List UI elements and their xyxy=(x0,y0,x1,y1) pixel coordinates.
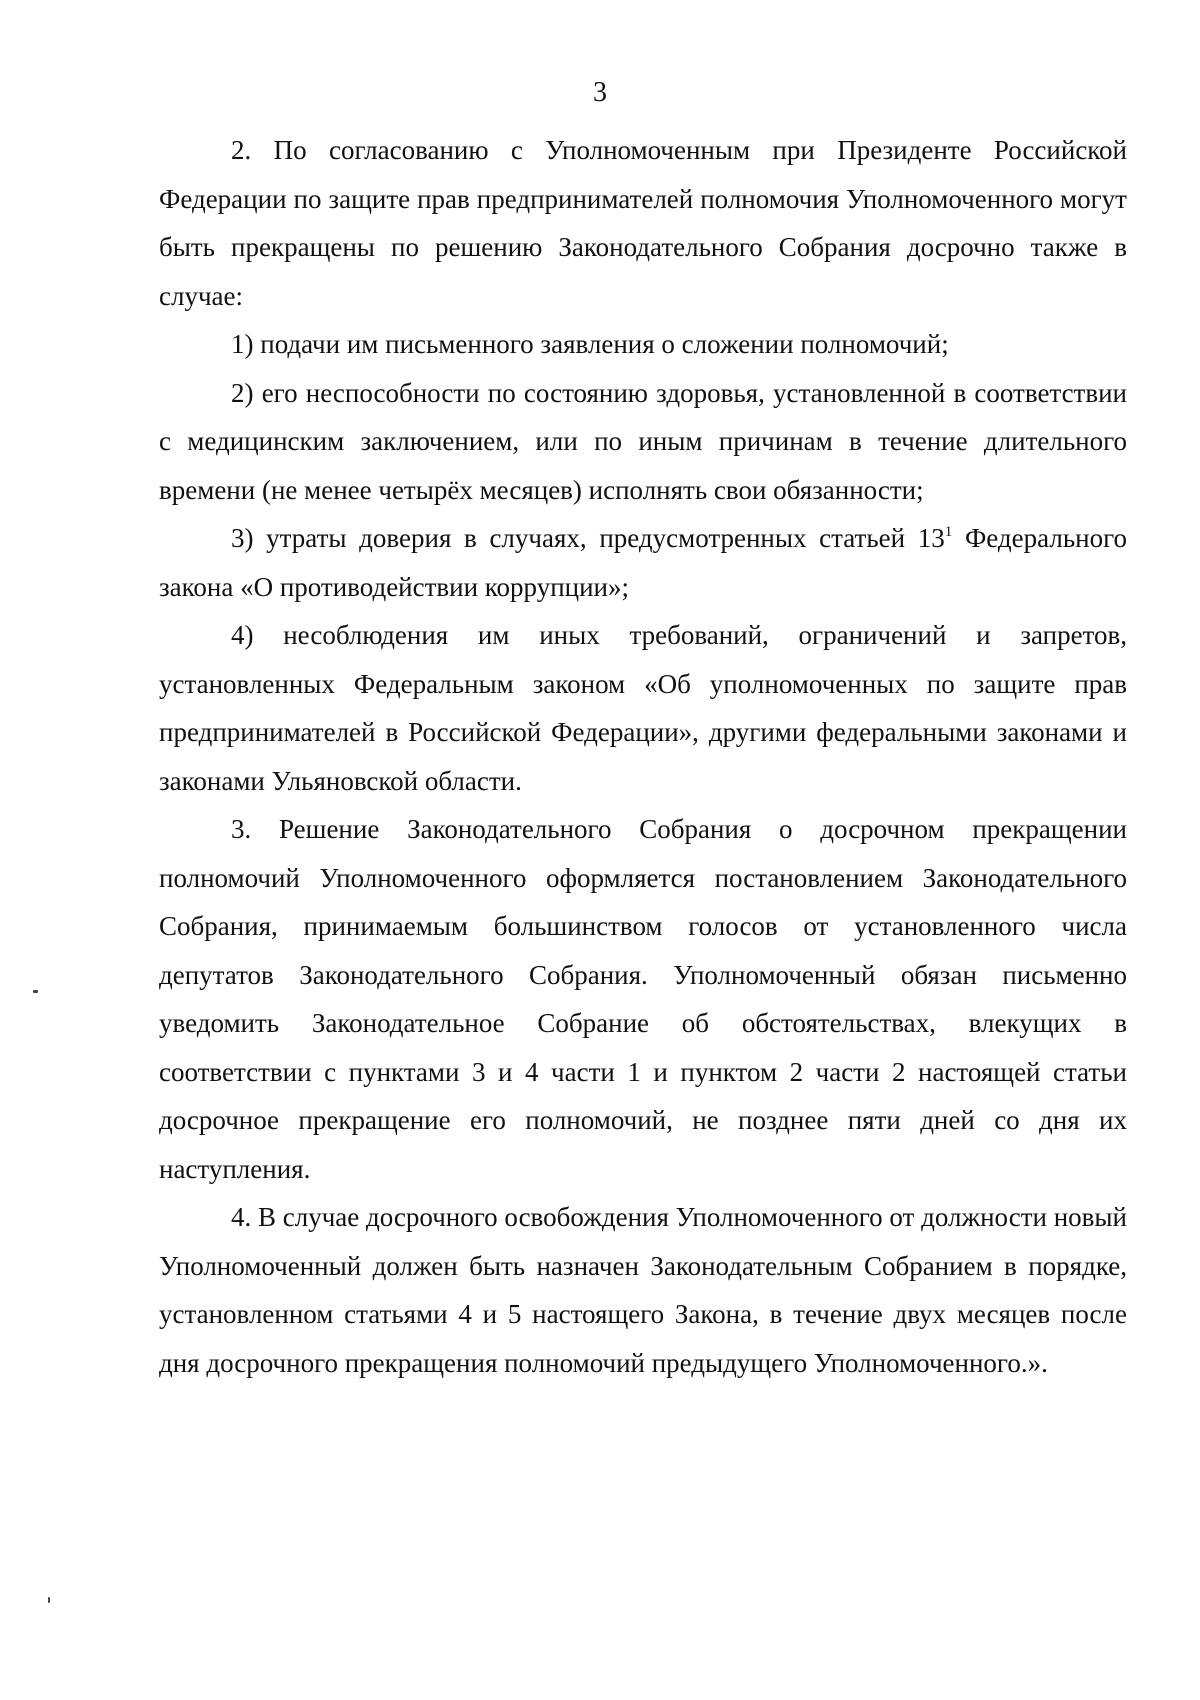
superscript-article-index: 1 xyxy=(944,524,953,540)
list-item-3-text-end: Федерального закона «О противодействии коррупции»; xyxy=(159,523,1127,602)
scan-speck xyxy=(33,990,38,993)
paragraph-2-intro: 2. По согласованию с Уполномоченным при Президенте Российской Федерации по защите прав предпринимателей полномочия Уполномоченного могут быть прекращены по решению Законодательного Собрания досрочно также в случае: xyxy=(159,135,1127,311)
list-item-4: 4) несоблюдения им иных требований, ограничений и запретов, установленных Федеральным законом «Об уполномоченных по защите прав предпринимателей в Российской Федерации», другими федеральными законами и законами Ульяновской области. xyxy=(159,620,1127,796)
list-item-3 xyxy=(159,514,1127,611)
list-item-3-text-start: 3) утраты доверия в случаях, предусмотренных статьей 13 xyxy=(231,523,945,553)
scan-speck xyxy=(48,1597,50,1603)
list-item-1: 1) подачи им письменного заявления о сложении полномочий; xyxy=(231,329,949,359)
paragraph-3: 3. Решение Законодательного Собрания о досрочном прекращении полномочий Уполномоченного оформляется постановлением Законодательного Собрания, принимаемым большинством голосов от установленного числа депутатов Законодательного Собрания. Уполномоченный обязан письменно уведомить Законодательное Собрание об обстоятельствах, влекущих в соответствии с пунктами 3 и 4 части 1 и пунктом 2 части 2 настоящей статьи досрочное прекращение его полномочий, не позднее пяти дней со дня их наступления. xyxy=(159,814,1127,1184)
document-body xyxy=(159,126,1127,1387)
paragraph-4: 4. В случае досрочного освобождения Уполномоченного от должности новый Уполномоченный должен быть назначен Законодательным Собранием в порядке, установленном статьями 4 и 5 настоящего Закона, в течение двух месяцев после дня досрочного прекращения полномочий предыдущего Уполномоченного.». xyxy=(159,1202,1127,1378)
page-number: 3 xyxy=(593,77,607,108)
list-item-2: 2) его неспособности по состоянию здоровья, установленной в соответствии с медицинским заключением, или по иным причинам в течение длительного времени (не менее четырёх месяцев) исполнять свои обязанности; xyxy=(159,377,1127,505)
